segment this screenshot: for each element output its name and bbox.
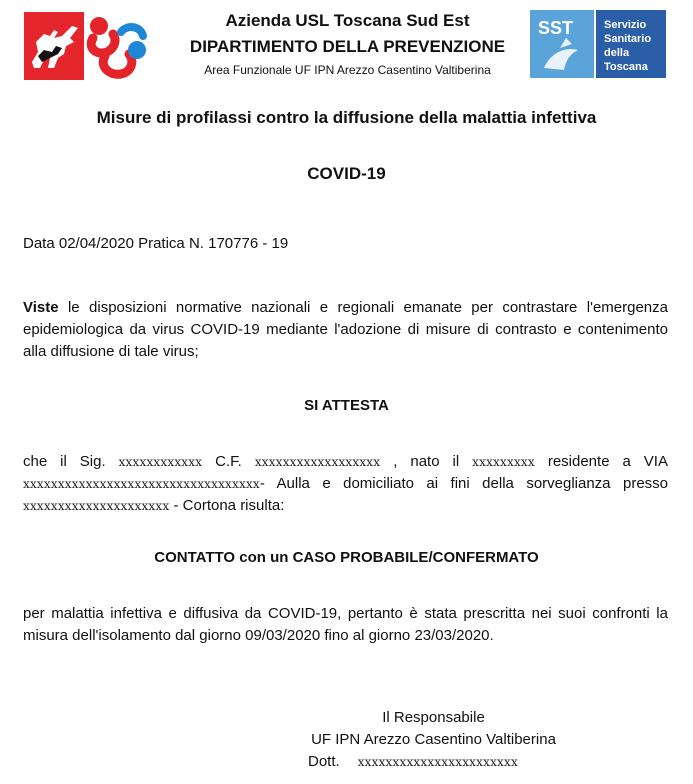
contact-heading: CONTATTO con un CASO PROBABILE/CONFERMATO (154, 549, 539, 566)
viste-paragraph (23, 297, 668, 363)
date-and-practice-number: Data 02/04/2020 Pratica N. 170776 - 19 (23, 235, 289, 252)
attesta-part-5: - Aulla e domiciliato ai fini della sorveglianza presso (259, 475, 668, 492)
attesta-part-1: che il Sig. (23, 453, 119, 470)
redacted-fiscal-code: xxxxxxxxxxxxxxxxxx (254, 455, 381, 469)
document-subtitle: COVID-19 (307, 164, 386, 183)
redacted-birth-date: xxxxxxxxx (472, 455, 535, 469)
document-title: Misure di profilassi contro la diffusione della malattia infettiva (96, 108, 597, 127)
sst-line-1: Servizio (604, 19, 647, 31)
isolation-paragraph: per malattia infettiva e diffusiva da COVID-19, pertanto è stata prescritta nei suoi confronti la misura dell'isolamento dal giorno 09/03/2020 fino al giorno 23/03/2020. (23, 605, 668, 644)
usl-logo-icon (85, 12, 151, 82)
sst-line-2: Sanitario (604, 33, 652, 45)
signature-doctor-line (296, 751, 571, 773)
signature-unit: UF IPN Arezzo Casentino Valtiberina (311, 731, 556, 748)
attesta-part-3: , nato il (380, 453, 473, 470)
attesta-part-4: residente a VIA (534, 453, 668, 470)
tuscany-region-logo-icon (24, 12, 84, 80)
header-block (165, 8, 530, 80)
redacted-domicile: xxxxxxxxxxxxxxxxxxxxx (23, 499, 170, 513)
si-attesta-heading: SI ATTESTA (304, 397, 389, 414)
attesta-part-6: - Cortona risulta: (169, 497, 285, 514)
sst-logo-text: SST (538, 18, 574, 38)
dott-label: Dott. (308, 753, 340, 770)
attesta-part-2: C.F. (202, 453, 255, 470)
attestation-paragraph (23, 451, 668, 517)
sst-logo-icon (530, 10, 666, 78)
viste-text: le disposizioni normative nazionali e regionali emanate per contrastare l'emergenza epidemiologica da virus COVID-19 mediante l'adozione di misure di contrasto e contenimento alla diffusione di tale virus; (23, 299, 668, 360)
area-name: Area Funzionale UF IPN Arezzo Casentino Valtiberina (204, 63, 491, 77)
redacted-doctor-name: xxxxxxxxxxxxxxxxxxxxxxx (357, 755, 518, 769)
viste-bold-word: Viste (23, 299, 59, 316)
redacted-name: xxxxxxxxxxxx (118, 455, 203, 469)
department-name: DIPARTIMENTO DELLA PREVENZIONE (189, 37, 506, 56)
sst-line-4: Toscana (604, 61, 648, 73)
organization-name: Azienda USL Toscana Sud Est (225, 11, 470, 30)
sst-line-3: della (604, 47, 630, 59)
signature-role: Il Responsabile (382, 709, 485, 726)
redacted-address: xxxxxxxxxxxxxxxxxxxxxxxxxxxxxxxxxx (23, 477, 260, 491)
signature-block (296, 707, 571, 773)
